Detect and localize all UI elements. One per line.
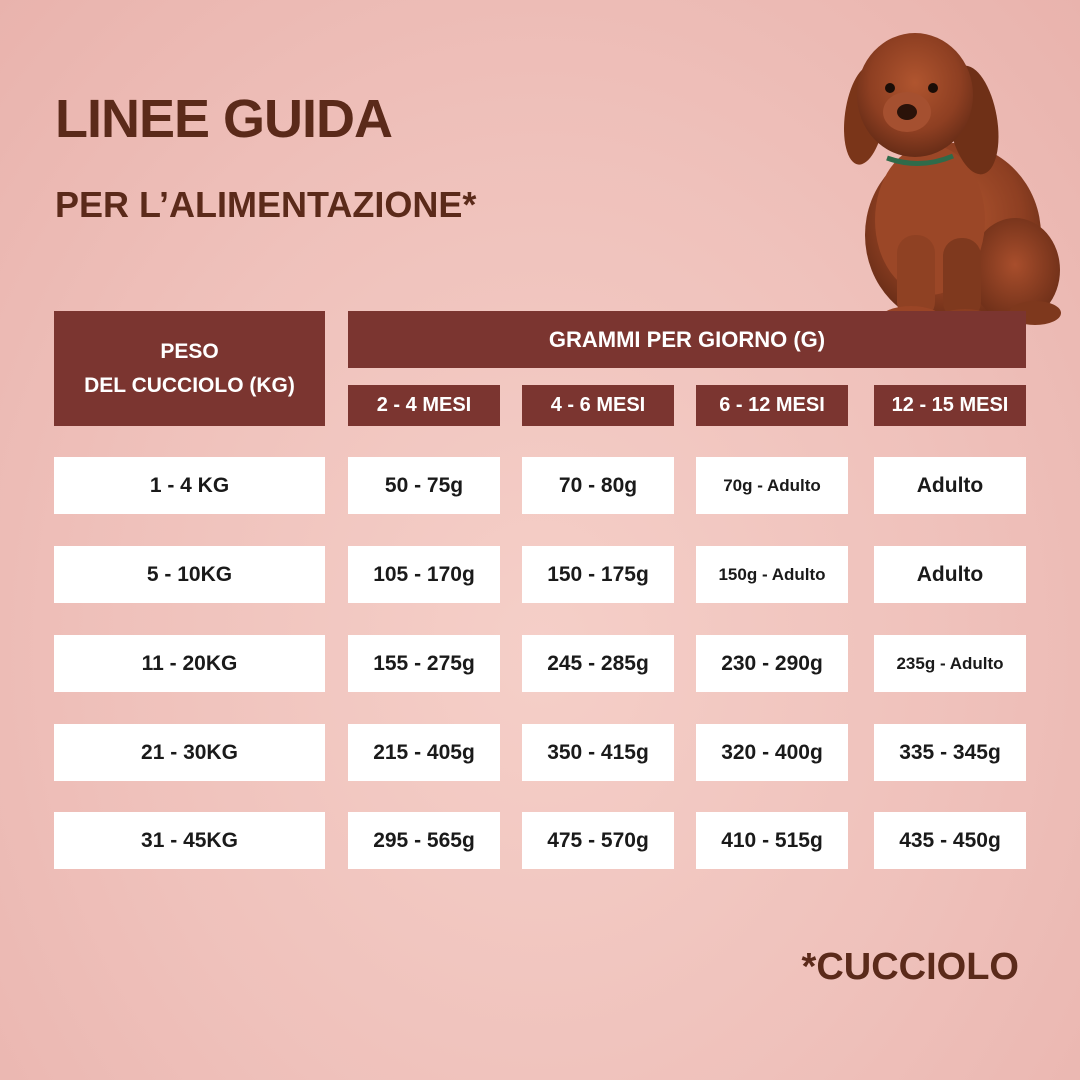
value-cell-r5-c3: 410 - 515g (696, 812, 848, 869)
value-cell-r1-c2: 70 - 80g (522, 457, 674, 514)
weight-column-header (54, 311, 325, 426)
value-cell-r4-c2: 350 - 415g (522, 724, 674, 781)
value-cell-r2-c4: Adulto (874, 546, 1026, 603)
weight-header-line1: PESO (160, 339, 219, 363)
weight-cell-row1: 1 - 4 KG (54, 457, 325, 514)
page-title: LINEE GUIDA (55, 89, 393, 149)
value-cell-r5-c4: 435 - 450g (874, 812, 1026, 869)
grams-per-day-header: GRAMMI PER GIORNO (G) (348, 311, 1026, 368)
value-cell-r2-c3: 150g - Adulto (696, 546, 848, 603)
value-cell-r3-c4: 235g - Adulto (874, 635, 1026, 692)
value-cell-r3-c1: 155 - 275g (348, 635, 500, 692)
value-cell-r2-c2: 150 - 175g (522, 546, 674, 603)
value-cell-r3-c3: 230 - 290g (696, 635, 848, 692)
value-cell-r5-c2: 475 - 570g (522, 812, 674, 869)
age-header-4-6: 4 - 6 MESI (522, 385, 674, 426)
weight-header-line2: DEL CUCCIOLO (KG) (84, 373, 295, 397)
weight-cell-row3: 11 - 20KG (54, 635, 325, 692)
weight-cell-row4: 21 - 30KG (54, 724, 325, 781)
value-cell-r4-c3: 320 - 400g (696, 724, 848, 781)
value-cell-r3-c2: 245 - 285g (522, 635, 674, 692)
value-cell-r4-c1: 215 - 405g (348, 724, 500, 781)
value-cell-r1-c1: 50 - 75g (348, 457, 500, 514)
weight-cell-row2: 5 - 10KG (54, 546, 325, 603)
weight-cell-row5: 31 - 45KG (54, 812, 325, 869)
age-header-12-15: 12 - 15 MESI (874, 385, 1026, 426)
age-header-2-4: 2 - 4 MESI (348, 385, 500, 426)
footnote: *CUCCIOLO (801, 946, 1019, 988)
value-cell-r5-c1: 295 - 565g (348, 812, 500, 869)
value-cell-r4-c4: 335 - 345g (874, 724, 1026, 781)
age-header-6-12: 6 - 12 MESI (696, 385, 848, 426)
value-cell-r1-c3: 70g - Adulto (696, 457, 848, 514)
value-cell-r1-c4: Adulto (874, 457, 1026, 514)
puppy-image (825, 20, 1065, 340)
value-cell-r2-c1: 105 - 170g (348, 546, 500, 603)
page-subtitle: PER L’ALIMENTAZIONE* (55, 184, 477, 225)
